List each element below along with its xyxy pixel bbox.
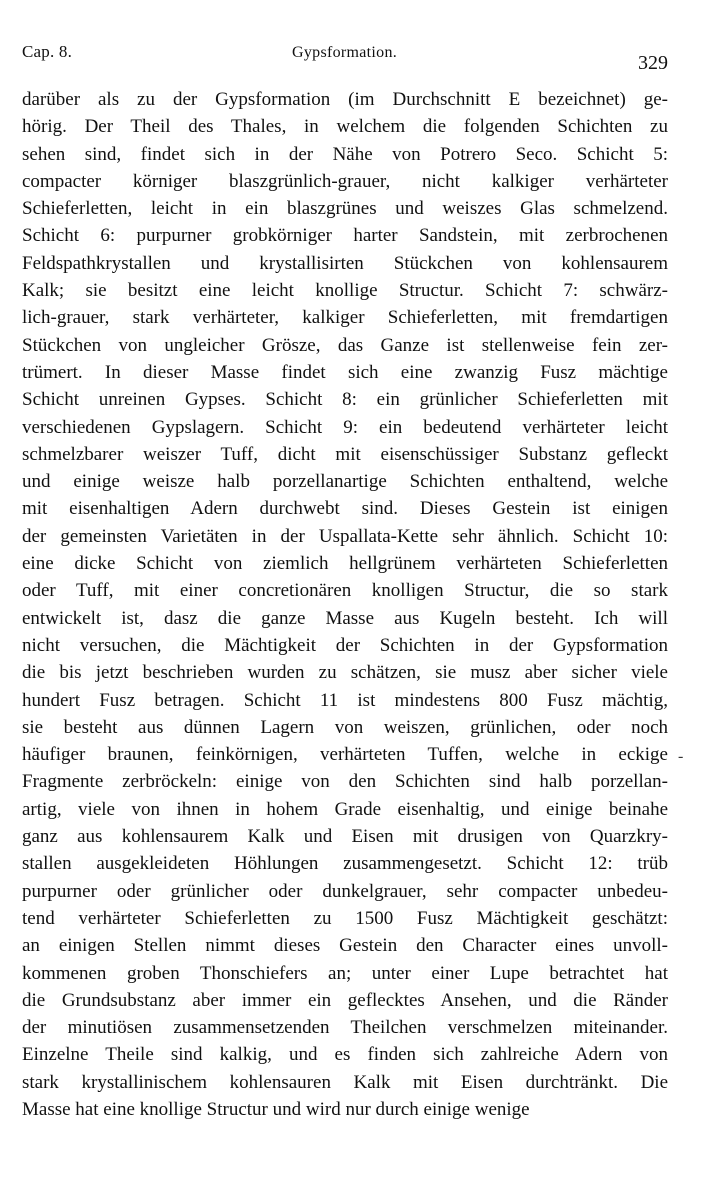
text-line: eine dicke Schicht von ziemlich hellgrünem verhärteten Schieferletten	[22, 553, 668, 575]
text-line: oder Tuff, mit einer concretionären knolligen Structur, die so stark	[22, 580, 668, 602]
text-line: nicht versuchen, die Mächtigkeit der Schichten in der Gypsformation	[22, 634, 668, 656]
text-line: Schicht 6: purpurner grobkörniger harter Sandstein, mit zerbrochenen	[22, 225, 668, 247]
text-line: sie besteht aus dünnen Lagern von weiszen, grünlichen, oder noch	[22, 716, 668, 738]
text-line: und einige weisze halb porzellanartige Schichten enthaltend, welche	[22, 471, 668, 493]
text-line: tend verhärteter Schieferletten zu 1500 Fusz Mächtigkeit geschätzt:	[22, 907, 668, 929]
text-line: Feldspathkrystallen und krystallisirten Stückchen von kohlensaurem	[22, 252, 668, 274]
margin-mark: -	[678, 748, 684, 765]
chapter-label: Cap. 8.	[22, 42, 73, 61]
text-line: Stückchen von ungleicher Grösze, das Ganze ist stellenweise fein zer-	[22, 334, 668, 356]
text-line: die bis jetzt beschrieben wurden zu schätzen, sie musz aber sicher viele	[22, 662, 668, 684]
text-line: Fragmente zerbröckeln: einige von den Schichten sind halb porzellan-	[22, 771, 668, 793]
text-line: hundert Fusz betragen. Schicht 11 ist mindestens 800 Fusz mächtig,	[22, 689, 668, 711]
text-line: ganz aus kohlensaurem Kalk und Eisen mit drusigen von Quarzkry-	[22, 826, 668, 848]
text-line: Kalk; sie besitzt eine leicht knollige Structur. Schicht 7: schwärz-	[22, 280, 668, 302]
text-line: hörig. Der Theil des Thales, in welchem die folgenden Schichten zu	[22, 116, 668, 138]
running-title: Gypsformation.	[292, 44, 398, 61]
text-line: der gemeinsten Varietäten in der Uspallata-Kette sehr ähnlich. Schicht 10:	[22, 525, 668, 547]
text-line: Masse hat eine knollige Structur und wird nur durch einige wenige	[22, 1098, 530, 1120]
text-line: artig, viele von ihnen in hohem Grade eisenhaltig, und einige beinahe	[22, 798, 668, 820]
text-line: sehen sind, findet sich in der Nähe von Potrero Seco. Schicht 5:	[22, 143, 668, 165]
text-line: die Grundsubstanz aber immer ein geflecktes Ansehen, und die Ränder	[22, 989, 668, 1011]
text-line: lich-grauer, stark verhärteter, kalkiger Schieferletten, mit fremdartigen	[22, 307, 668, 329]
page-number: 329	[638, 52, 668, 74]
text-line: compacter körniger blaszgrünlich-grauer, nicht kalkiger verhärteter	[22, 170, 668, 192]
text-line: der minutiösen zusammensetzenden Theilchen verschmelzen miteinander.	[22, 1017, 668, 1039]
text-line: häufiger braunen, feinkörnigen, verhärteten Tuffen, welche in eckige	[22, 744, 668, 766]
text-line: entwickelt ist, dasz die ganze Masse aus Kugeln besteht. Ich will	[22, 607, 668, 629]
text-line: verschiedenen Gypslagern. Schicht 9: ein bedeutend verhärteter leicht	[22, 416, 668, 438]
text-line: Schieferletten, leicht in ein blaszgrünes und weiszes Glas schmelzend.	[22, 198, 668, 220]
text-line: purpurner oder grünlicher oder dunkelgrauer, sehr compacter unbedeu-	[22, 880, 668, 902]
text-line: stark krystallinischem kohlensauren Kalk mit Eisen durchtränkt. Die	[22, 1071, 668, 1093]
text-line: schmelzbarer weiszer Tuff, dicht mit eisenschüssiger Substanz gefleckt	[22, 443, 668, 465]
body-text	[22, 86, 668, 1123]
text-line: darüber als zu der Gypsformation (im Durchschnitt E bezeichnet) ge-	[22, 89, 668, 110]
text-line: mit eisenhaltigen Adern durchwebt sind. Dieses Gestein ist einigen	[22, 498, 668, 520]
text-line: kommenen groben Thonschiefers an; unter einer Lupe betrachtet hat	[22, 962, 668, 984]
text-line: stallen ausgekleideten Höhlungen zusammengesetzt. Schicht 12: trüb	[22, 853, 668, 875]
page-header	[22, 42, 668, 72]
text-line: an einigen Stellen nimmt dieses Gestein den Character eines unvoll-	[22, 935, 668, 957]
text-line: Schicht unreinen Gypses. Schicht 8: ein grünlicher Schieferletten mit	[22, 389, 668, 411]
text-line: Einzelne Theile sind kalkig, und es finden sich zahlreiche Adern von	[22, 1044, 668, 1066]
text-line: trümert. In dieser Masse findet sich eine zwanzig Fusz mächtige	[22, 361, 668, 383]
